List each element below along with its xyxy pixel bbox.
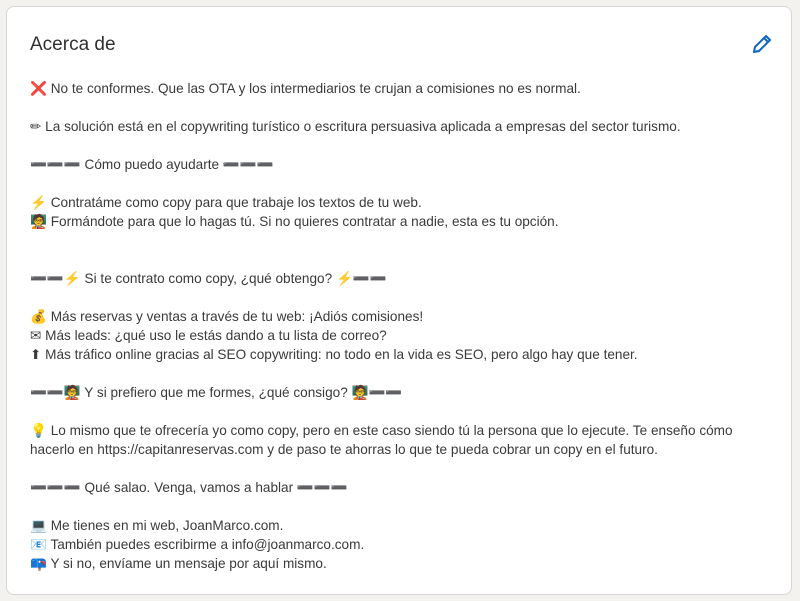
blank-line <box>30 497 780 516</box>
blank-line <box>30 231 780 250</box>
about-line: ➖➖⚡ Si te contrato como copy, ¿qué obtengo? ⚡➖➖ <box>30 271 387 286</box>
about-line: 💡 Lo mismo que te ofrecería yo como copy, pero en este caso siendo tú la persona que lo ejecute. Te enseño cómo hacerlo en https://capitanreservas.com y de paso te ahorras lo que te pueda cobrar un copy en el futuro. <box>30 423 737 457</box>
about-line: 📧 También puedes escribirme a info@joanmarco.com. <box>30 537 365 552</box>
about-line: ✏ La solución está en el copywriting turístico o escritura persuasiva aplicada a empresas del sector turismo. <box>30 119 681 134</box>
about-line: ❌ No te conformes. Que las OTA y los intermediarios te crujan a comisiones no es normal. <box>30 81 581 96</box>
about-text <box>30 79 780 573</box>
about-line: ➖➖➖ Qué salao. Venga, vamos a hablar ➖➖➖ <box>30 480 348 495</box>
blank-line <box>30 98 780 117</box>
about-line: ⚡ Contratáme como copy para que trabaje los textos de tu web. <box>30 195 422 210</box>
blank-line <box>30 364 780 383</box>
about-line: ➖➖🧑‍🏫 Y si prefiero que me formes, ¿qué consigo? 🧑‍🏫➖➖ <box>30 385 403 400</box>
edit-button[interactable] <box>750 32 774 56</box>
blank-line <box>30 459 780 478</box>
blank-line <box>30 174 780 193</box>
about-line: 💰 Más reservas y ventas a través de tu web: ¡Adiós comisiones! <box>30 309 424 324</box>
about-line: 🧑‍🏫 Formándote para que lo hagas tú. Si no quieres contratar a nadie, esta es tu opción. <box>30 214 559 229</box>
pencil-icon <box>750 32 774 56</box>
blank-line <box>30 288 780 307</box>
blank-line <box>30 250 780 269</box>
about-line: ⬆ Más tráfico online gracias al SEO copywriting: no todo en la vida es SEO, pero algo hay que tener. <box>30 347 638 362</box>
blank-line <box>30 402 780 421</box>
about-line: ➖➖➖ Cómo puedo ayudarte ➖➖➖ <box>30 157 274 172</box>
blank-line <box>30 136 780 155</box>
about-line: 📪 Y si no, envíame un mensaje por aquí mismo. <box>30 556 327 571</box>
about-line: 💻 Me tienes en mi web, JoanMarco.com. <box>30 518 284 533</box>
section-title: Acerca de <box>30 34 116 55</box>
about-card <box>6 6 792 595</box>
about-line: ✉ Más leads: ¿qué uso le estás dando a tu lista de correo? <box>30 328 387 343</box>
